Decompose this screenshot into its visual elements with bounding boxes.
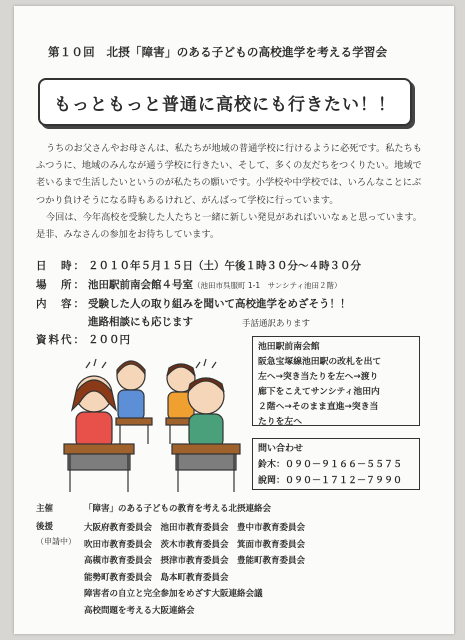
supporter-row: 高校問題を考える大阪連絡会 xyxy=(84,605,195,616)
date-row xyxy=(36,258,361,273)
interpreter-note: 手話通訳あります xyxy=(242,319,311,329)
support-label: 後援 xyxy=(36,522,54,532)
fee-value: ２００円 xyxy=(88,334,130,346)
supporter-row: 能勢町教育委員会 島本町教育委員会 xyxy=(84,572,229,583)
date-value: ２０１０年５月１５日（土）午後１時３０分～４時３０分 xyxy=(88,260,361,272)
place-note: （池田市呉服町 1-1 サンシティ池田２階） xyxy=(193,281,342,290)
supporter-row: 高槻市教育委員会 摂津市教育委員会 豊能町教育委員会 xyxy=(84,556,306,566)
access-line: 廊下をこえてサンシティ池田内 xyxy=(258,387,380,397)
place-value: 池田駅前南会館４号室 xyxy=(88,279,193,291)
access-line: 左へ→突き当たりを左へ→渡り xyxy=(258,372,379,382)
contact-box xyxy=(252,438,420,490)
access-box xyxy=(252,336,420,426)
supporter-row: 大阪府教育委員会 池田市教育委員会 豊中市教育委員会 xyxy=(84,523,306,533)
host-label: 主催 xyxy=(36,504,54,514)
title-box xyxy=(38,78,412,126)
supporter-row: 吹田市教育委員会 茨木市教育委員会 箕面市教育委員会 xyxy=(84,539,306,550)
place-row xyxy=(36,277,341,292)
fee-row xyxy=(36,332,130,347)
contact-line: 鈴木：０９０－９１６６－５５７５ xyxy=(258,460,403,470)
intro-text xyxy=(36,140,426,243)
fee-label: 資料代： xyxy=(36,334,86,346)
host-row xyxy=(36,502,271,514)
consult-row xyxy=(88,314,193,329)
consult-value: 進路相談にも応じます xyxy=(88,316,193,328)
access-line: 阪急宝塚線池田駅の改札を出て xyxy=(258,357,382,367)
supporter-row: 障害者の自立と完全参加をめざす大阪連絡会議 xyxy=(84,589,263,599)
pending-label: （申請中） xyxy=(36,537,76,546)
intro-paragraph: うちのお父さんやお母さんは、私たちが地域の普通学校に行けるように必死です。私たちもふつうに、地域のみんなが通う学校に行きたい、そして、多くの友だちをつくりたい。地域で老いるまで生活したいというのが私たちの願いです。小学校や中学校では、いろんなことにぶつかり負けそうになる時もあるけれど、がんばって学校に行っています。 xyxy=(36,143,422,206)
supporters-list xyxy=(84,520,305,619)
contact-line: 說岡：０９０－１７１２－７９９０ xyxy=(258,476,403,486)
children-illustration xyxy=(46,346,242,496)
content-row xyxy=(36,296,351,311)
host-value: 「障害」のある子どもの教育を考える北摂連絡会 xyxy=(84,504,272,514)
flyer-title: もっともっと普通に高校にも行きたい！！ xyxy=(54,94,396,115)
flyer-sheet xyxy=(14,6,454,634)
place-label: 場 所： xyxy=(36,279,86,291)
access-line: たりを左へ xyxy=(258,417,302,427)
content-value: 受験した人の取り組みを聞いて高校進学をめざそう！！ xyxy=(88,298,351,310)
access-line: ２階へ→そのまま直進→突き当 xyxy=(258,402,379,412)
contact-title: 問い合わせ xyxy=(258,444,304,454)
date-label: 日 時： xyxy=(36,260,86,272)
access-title: 池田駅前南会館 xyxy=(258,342,320,352)
event-heading: 第１０回 北摂「障害」のある子どもの高校進学を考える学習会 xyxy=(48,45,388,59)
intro-paragraph: 今回は、今年高校を受験した人たちと一緒に新しい発見があればいいなぁと思っています。是非、みなさんの参加をお待ちしています。 xyxy=(36,211,422,241)
content-label: 内 容： xyxy=(36,298,86,310)
